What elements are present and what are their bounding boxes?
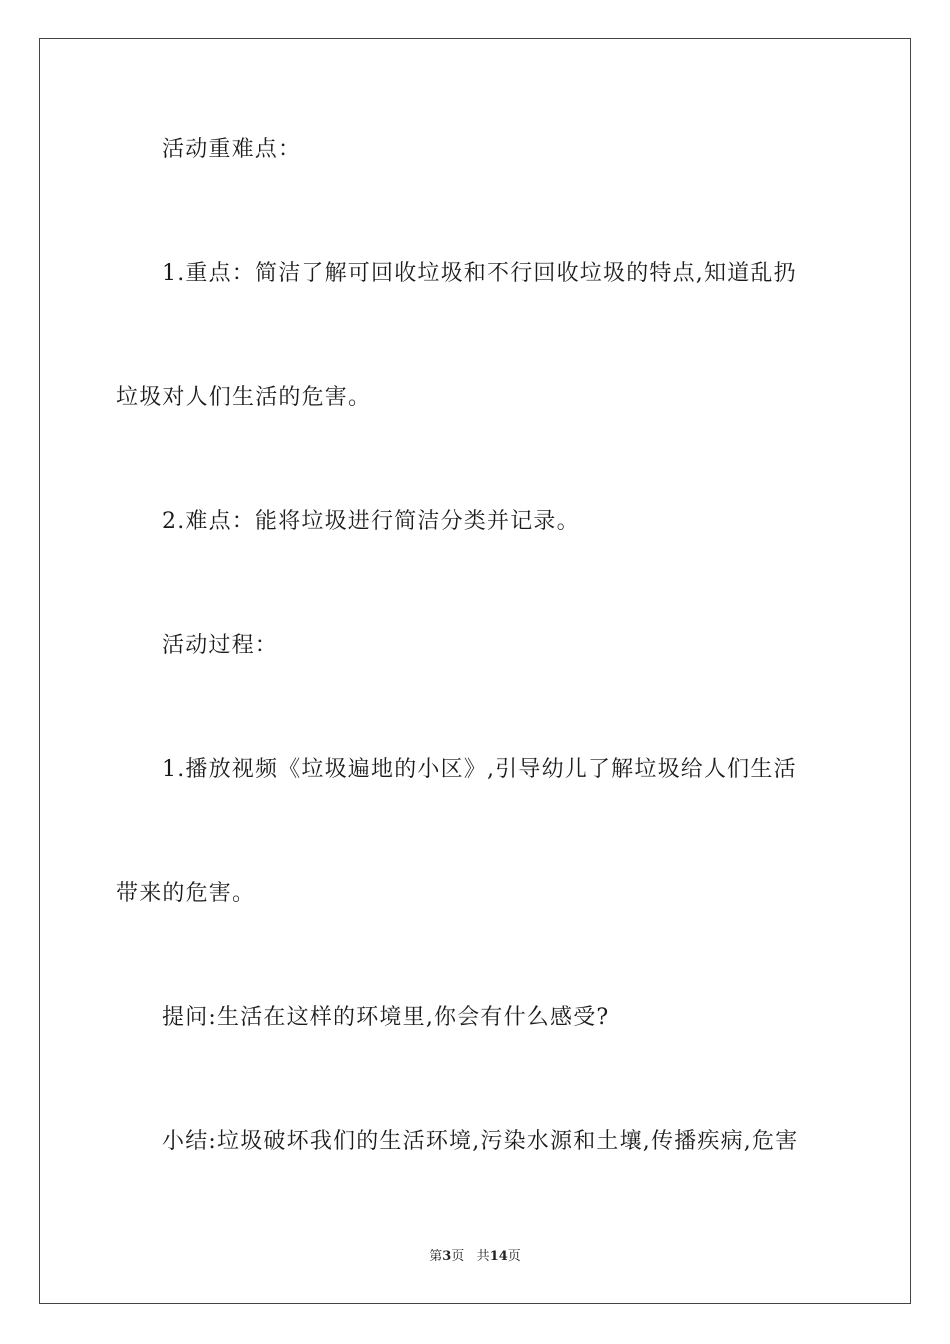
paragraph-difficult-point: 2.难点：能将垃圾进行简洁分类并记录。 — [162, 509, 580, 534]
paragraph-step-one-continued: 带来的危害。 — [116, 881, 256, 906]
page-footer — [0, 1248, 950, 1266]
total-prefix: 共 — [476, 1249, 490, 1264]
page-total: 14 — [489, 1249, 508, 1264]
paragraph-step-one: 1.播放视频《垃圾遍地的小区》,引导幼儿了解垃圾给人们生活 — [162, 757, 797, 782]
paragraph-summary: 小结:垃圾破坏我们的生活环境,污染水源和土壤,传播疾病,危害 — [162, 1129, 799, 1154]
page-current: 3 — [442, 1249, 452, 1264]
heading-key-difficult-points: 活动重难点： — [162, 137, 302, 162]
page-prefix: 第 — [429, 1249, 443, 1264]
paragraph-key-point: 1.重点：简洁了解可回收垃圾和不行回收垃圾的特点,知道乱扔 — [162, 261, 797, 286]
total-unit: 页 — [507, 1249, 521, 1264]
paragraph-question: 提问:生活在这样的环境里,你会有什么感受? — [162, 1005, 610, 1030]
paragraph-key-point-continued: 垃圾对人们生活的危害。 — [116, 385, 372, 410]
page-border — [39, 38, 911, 1304]
page-unit: 页 — [451, 1249, 465, 1264]
heading-activity-process: 活动过程： — [162, 633, 279, 658]
